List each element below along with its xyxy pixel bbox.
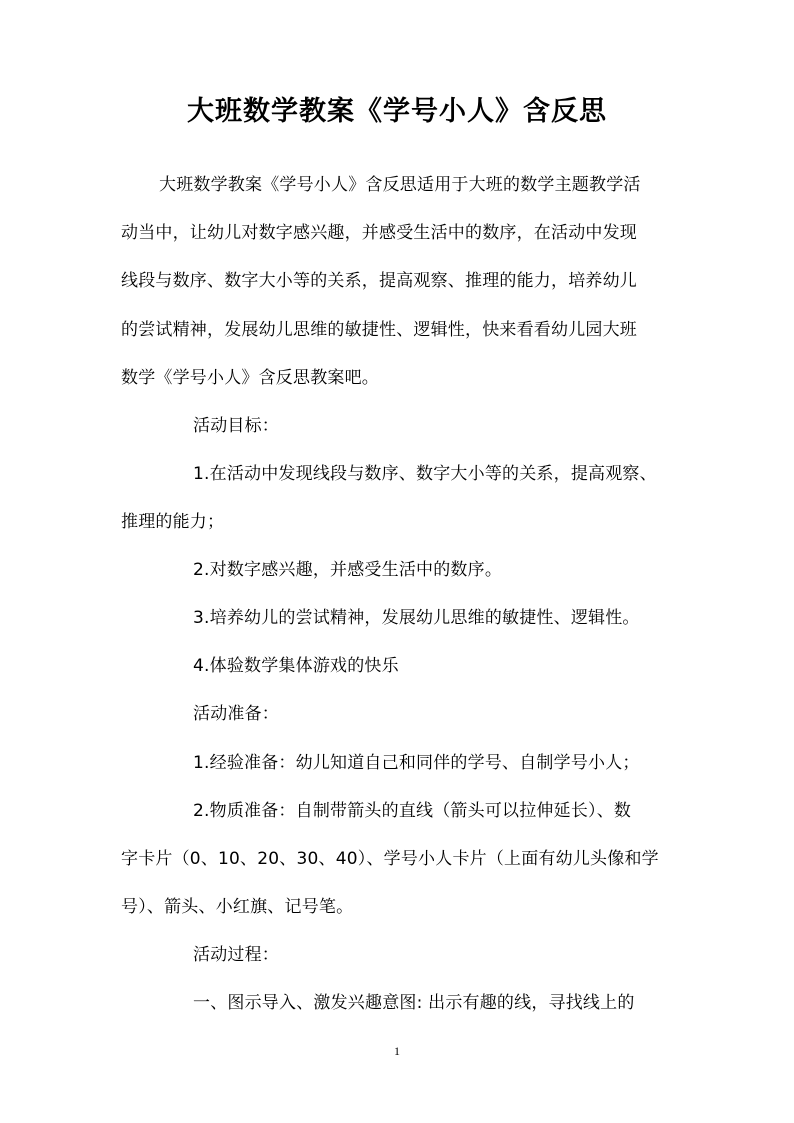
section-heading: 活动过程： (193, 945, 279, 965)
list-item: 2.对数字感兴趣，并感受生活中的数序。 (193, 560, 503, 580)
list-item: 3.培养幼儿的尝试精神，发展幼儿思维的敏捷性、逻辑性。 (193, 608, 640, 628)
list-item: 2.物质准备：自制带箭头的直线（箭头可以拉伸延长）、数 (193, 801, 632, 821)
list-item-continuation: 号）、箭头、小红旗、记号笔。 (121, 897, 354, 917)
page-number: 1 (394, 1044, 400, 1058)
paragraph-line: 一、图示导入、激发兴趣意图: 出示有趣的线，寻找线上的 (193, 993, 635, 1013)
list-item: 1.在活动中发现线段与数序、数字大小等的关系，提高观察、 (193, 464, 657, 484)
list-item: 1.经验准备：幼儿知道自己和同伴的学号、自制学号小人； (193, 753, 640, 773)
list-item-continuation: 推理的能力； (121, 512, 225, 532)
paragraph-line: 动当中，让幼儿对数字感兴趣，并感受生活中的数序，在活动中发现 (121, 223, 637, 243)
paragraph-line: 的尝试精神，发展幼儿思维的敏捷性、逻辑性，快来看看幼儿园大班 (121, 320, 637, 340)
list-item-continuation: 字卡片（0、10、20、30、40）、学号小人卡片（上面有幼儿头像和学 (121, 849, 659, 869)
section-heading: 活动目标： (193, 416, 279, 436)
section-heading: 活动准备： (193, 704, 279, 724)
document-title: 大班数学教案《学号小人》含反思 (187, 96, 607, 127)
paragraph-line: 线段与数序、数字大小等的关系，提高观察、推理的能力，培养幼儿 (121, 271, 637, 291)
paragraph-line: 大班数学教案《学号小人》含反思适用于大班的数学主题教学活 (159, 175, 641, 195)
paragraph-line: 数学《学号小人》含反思教案吧。 (121, 368, 379, 388)
list-item: 4.体验数学集体游戏的快乐 (193, 656, 399, 676)
